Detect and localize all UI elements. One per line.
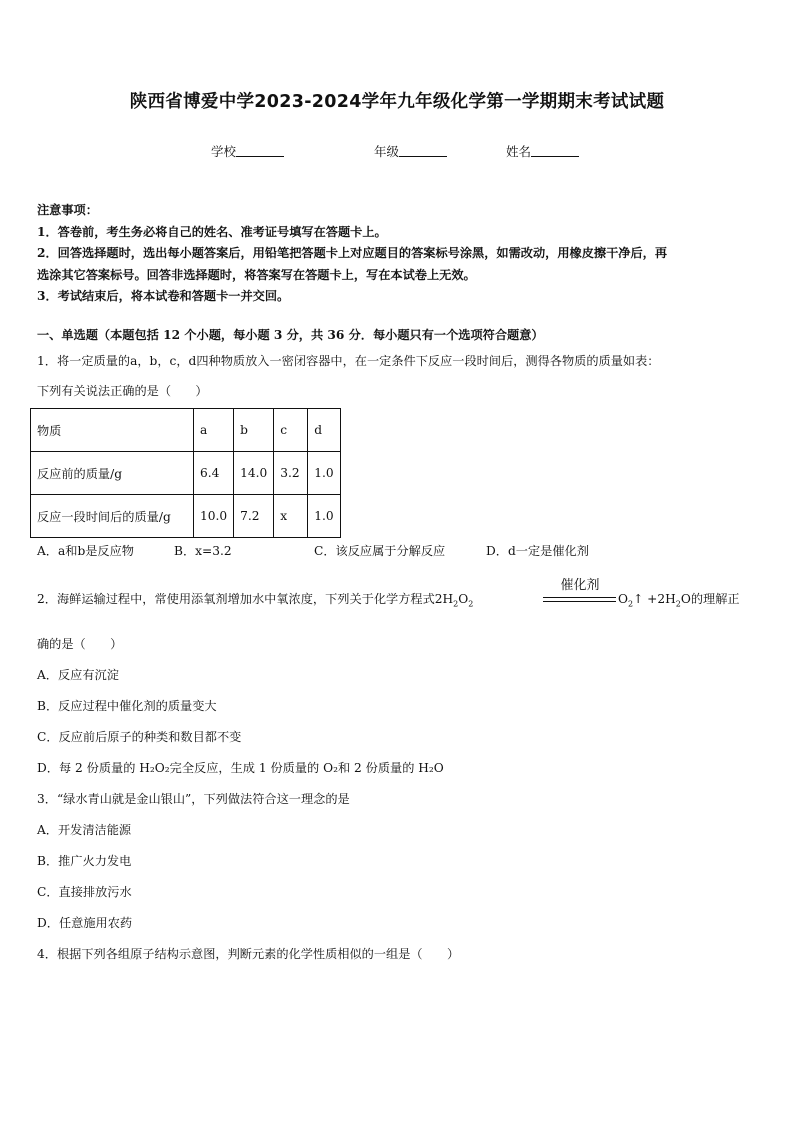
q3-option-c[interactable]: C．直接排放污水 (37, 885, 132, 899)
table-cell: x (274, 495, 308, 538)
name-label: 姓名 (506, 144, 532, 159)
school-label: 学校 (211, 144, 237, 159)
notes (37, 200, 759, 308)
table-cell: b (234, 409, 274, 452)
section-heading: 一、单选题（本题包括 12 个小题，每小题 3 分，共 36 分．每小题只有一个选项符合题意） (37, 328, 544, 342)
q2-stem (37, 590, 473, 608)
equation-right: $O_2↑ +2H_2O$的理解正 (618, 592, 740, 609)
q3-option-a[interactable]: A．开发清洁能源 (37, 823, 132, 837)
q2-option-c[interactable]: C．反应前后原子的种类和数目都不变 (37, 730, 242, 744)
table-cell: 3.2 (274, 452, 308, 495)
table-cell: 1.0 (308, 452, 340, 495)
table-header-row (31, 409, 341, 452)
table-row (31, 452, 341, 495)
table-cell: 14.0 (234, 452, 274, 495)
grade-field[interactable] (374, 142, 447, 160)
q3-option-d[interactable]: D．任意施用农药 (37, 916, 133, 930)
q1-stem2: 下列有关说法正确的是（ ） (37, 384, 208, 398)
equation-arrow (543, 597, 616, 602)
q1-option-b[interactable]: B．x=3.2 (174, 544, 232, 558)
table-cell: c (274, 409, 308, 452)
mass-table (30, 408, 341, 538)
table-cell: d (308, 409, 340, 452)
table-row (31, 495, 341, 538)
q1-option-a[interactable]: A．a和b是反应物 (37, 544, 134, 558)
grade-blank[interactable] (399, 144, 447, 157)
grade-label: 年级 (374, 144, 400, 159)
equation-condition: 催化剂 (560, 578, 600, 593)
q2-stem-post: 的理解正 (690, 592, 740, 606)
equation-left: $2H_2O_2$ (434, 592, 474, 609)
q1-stem: 1．将一定质量的a，b，c，d四种物质放入一密闭容器中，在一定条件下反应一段时间后，测得各物质的质量如表： (37, 354, 660, 368)
table-cell: 反应前的质量/g (31, 452, 194, 495)
q2-stem2: 确的是（ ） (37, 637, 123, 651)
table-cell: 7.2 (234, 495, 274, 538)
name-blank[interactable] (531, 144, 579, 157)
q1-option-d[interactable]: D．d一定是催化剂 (486, 544, 589, 558)
school-field[interactable] (211, 142, 284, 160)
table-cell: 物质 (31, 409, 194, 452)
q2-option-d[interactable]: D．每 2 份质量的 H₂O₂完全反应，生成 1 份质量的 O₂和 2 份质量的 H₂O (37, 761, 444, 775)
note-item: 1．答卷前，考生务必将自己的姓名、准考证号填写在答题卡上。 (37, 224, 387, 239)
q2-option-a[interactable]: A．反应有沉淀 (37, 668, 119, 682)
q4-stem: 4．根据下列各组原子结构示意图，判断元素的化学性质相似的一组是（ ） (37, 947, 460, 961)
table-cell: 1.0 (308, 495, 340, 538)
school-blank[interactable] (236, 144, 284, 157)
page-title: 陕西省博爱中学2023-2024学年九年级化学第一学期期末考试试题 (129, 92, 665, 112)
name-field[interactable] (506, 142, 579, 160)
notes-heading: 注意事项： (37, 203, 98, 217)
note-item: 3．考试结束后，将本试卷和答题卡一并交回。 (37, 289, 290, 303)
q2-stem-pre: 2．海鲜运输过程中，常使用添氧剂增加水中氧浓度，下列关于化学方程式 (37, 592, 435, 606)
q3-option-b[interactable]: B．推广火力发电 (37, 854, 132, 868)
q3-stem: 3．“绿水青山就是金山银山”，下列做法符合这一理念的是 (37, 792, 350, 806)
table-cell: 反应一段时间后的质量/g (31, 495, 194, 538)
table-cell: 10.0 (194, 495, 234, 538)
q1-option-c[interactable]: C．该反应属于分解反应 (314, 544, 446, 558)
note-item: 选涂其它答案标号。回答非选择题时，将答案写在答题卡上，写在本试卷上无效。 (37, 267, 476, 282)
q2-option-b[interactable]: B．反应过程中催化剂的质量变大 (37, 699, 217, 713)
table-cell: 6.4 (194, 452, 234, 495)
table-cell: a (194, 409, 234, 452)
note-item: 2．回答选择题时，选出每小题答案后，用铅笔把答题卡上对应题目的答案标号涂黑，如需改动，用橡皮擦干净后，再 (37, 246, 668, 260)
